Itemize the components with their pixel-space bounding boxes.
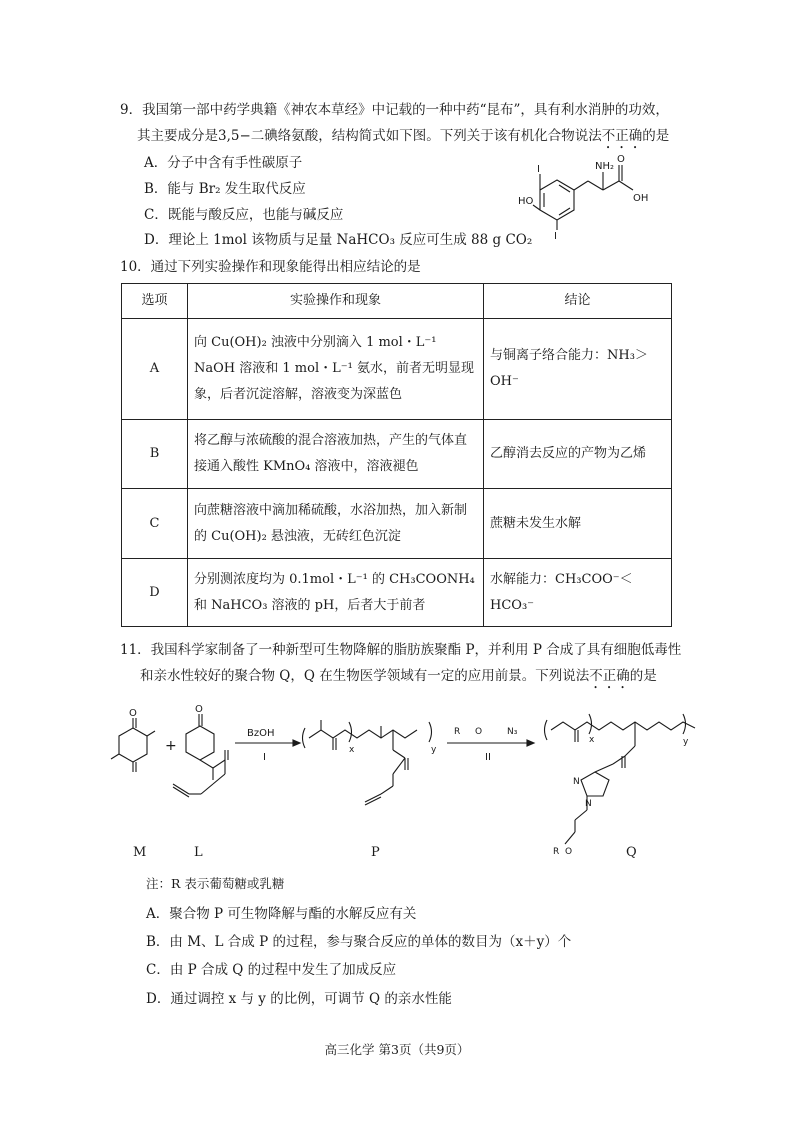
table-cell-conclusion: 乙醇消去反应的产物为乙烯 xyxy=(484,420,672,489)
q10-stem: 10．通过下列实验操作和现象能得出相应结论的是 xyxy=(120,259,421,275)
subscript-y: y xyxy=(431,745,437,755)
table-header-row xyxy=(122,284,672,319)
step-1-label: I xyxy=(263,752,266,763)
table-cell-option: D xyxy=(122,559,188,627)
table-cell-option: C xyxy=(122,489,188,559)
q9-struct-label: O xyxy=(617,154,625,165)
table-cell-conclusion: 与铜离子络合能力：NH₃＞OH⁻ xyxy=(484,319,672,420)
q9-struct-label: NH₂ xyxy=(595,161,615,172)
table-cell-conclusion: 水解能力：CH₃COO⁻＜HCO₃⁻ xyxy=(484,559,672,627)
table-row xyxy=(122,319,672,420)
azide-r-label: R xyxy=(454,727,461,737)
label-l: L xyxy=(194,845,203,860)
step-2-label: II xyxy=(485,752,491,763)
q-o-label: O xyxy=(565,847,573,857)
table-header: 选项 xyxy=(122,284,188,319)
label-q: Q xyxy=(626,845,637,860)
q9-option-b: B．能与 Br₂ 发生取代反应 xyxy=(144,181,306,197)
table-row xyxy=(122,420,672,489)
compound-l-ring xyxy=(186,726,214,760)
q9-emphasis: 不正确 xyxy=(601,128,643,144)
q9-stem-line1: 9．我国第一部中药学典籍《神农本草经》中记载的一种中药“昆布”，具有利水消肿的功效， xyxy=(120,102,669,118)
q9-struct-label: HO xyxy=(518,196,534,207)
q9-struct-label: OH xyxy=(633,193,649,204)
table-row xyxy=(122,559,672,627)
azide-n3-label: N₃ xyxy=(507,727,518,737)
q-subscript-x: x xyxy=(589,735,595,745)
label-m: M xyxy=(133,845,147,860)
azide-o-label: O xyxy=(475,727,483,737)
m-carbonyl-o: O xyxy=(129,708,137,719)
reagent-bzoh: BzOH xyxy=(247,728,275,739)
q10-table xyxy=(121,283,672,627)
triazole-n-label: N xyxy=(573,777,580,787)
table-cell-option: A xyxy=(122,319,188,420)
q11-option-a: A．聚合物 P 可生物降解与酯的水解反应有关 xyxy=(146,906,417,922)
subscript-x: x xyxy=(349,745,355,755)
table-cell-option: B xyxy=(122,420,188,489)
q9-option-d: D．理论上 1mol 该物质与足量 NaHCO₃ 反应可生成 88 g CO₂ xyxy=(144,232,533,248)
q-r-label: R xyxy=(553,847,560,857)
table-row xyxy=(122,489,672,559)
table-cell-operation: 向 Cu(OH)₂ 浊液中分别滴入 1 mol・L⁻¹ NaOH 溶液和 1 mol・L⁻¹ 氨水，前者无明显现象，后者沉淀溶解，溶液变为深蓝色 xyxy=(188,319,484,420)
table-cell-operation: 分别测浓度均为 0.1mol・L⁻¹ 的 CH₃COONH₄ 和 NaHCO₃ 溶液的 pH，后者大于前者 xyxy=(188,559,484,627)
q9-structure xyxy=(515,150,675,245)
table-cell-operation: 向蔗糖溶液中滴加稀硫酸，水浴加热，加入新制的 Cu(OH)₂ 悬浊液，无砖红色沉淀 xyxy=(188,489,484,559)
page-footer: 高三化学 第3页（共9页） xyxy=(324,1042,470,1057)
q9-option-a: A．分子中含有手性碳原子 xyxy=(144,155,303,171)
q11-option-d: D．通过调控 x 与 y 的比例，可调节 Q 的亲水性能 xyxy=(146,991,452,1007)
q11-option-c: C．由 P 合成 Q 的过程中发生了加成反应 xyxy=(146,962,397,978)
l-carbonyl-o: O xyxy=(195,704,203,715)
q11-stem-line2: 和亲水性较好的聚合物 Q，Q 在生物医学领域有一定的应用前景。下列说法不正确的是 xyxy=(140,668,657,684)
q9-struct-label: I xyxy=(554,231,557,242)
compound-m-ring xyxy=(119,728,147,762)
table-header: 实验操作和现象 xyxy=(188,284,484,319)
q-subscript-y: y xyxy=(683,737,689,747)
table-cell-conclusion: 蔗糖未发生水解 xyxy=(484,489,672,559)
table-header: 结论 xyxy=(484,284,672,319)
q11-emphasis: 不正确 xyxy=(589,668,630,684)
q11-option-b: B．由 M、L 合成 P 的过程，参与聚合反应的单体的数目为（x＋y）个 xyxy=(146,934,572,950)
q9-stem-line2: 其主要成分是3,5−二碘络氨酸，结构简式如下图。下列关于该有机化合物说法不正确的是 xyxy=(137,128,670,144)
label-p: P xyxy=(371,845,380,860)
q9-option-c: C．既能与酸反应，也能与碱反应 xyxy=(144,207,344,223)
q11-reaction-scheme xyxy=(95,698,715,863)
triazole-n-label: N xyxy=(585,799,592,809)
table-cell-operation: 将乙醇与浓硫酸的混合溶液加热，产生的气体直接通入酸性 KMnO₄ 溶液中，溶液褪色 xyxy=(188,420,484,489)
q9-struct-label: I xyxy=(537,164,540,175)
q11-stem-line1: 11．我国科学家制备了一种新型可生物降解的脂肪族聚酯 P，并利用 P 合成了具有细胞低毒性 xyxy=(120,642,682,658)
q11-note: 注：R 表示葡萄糖或乳糖 xyxy=(146,876,285,891)
plus-sign: + xyxy=(165,738,177,754)
